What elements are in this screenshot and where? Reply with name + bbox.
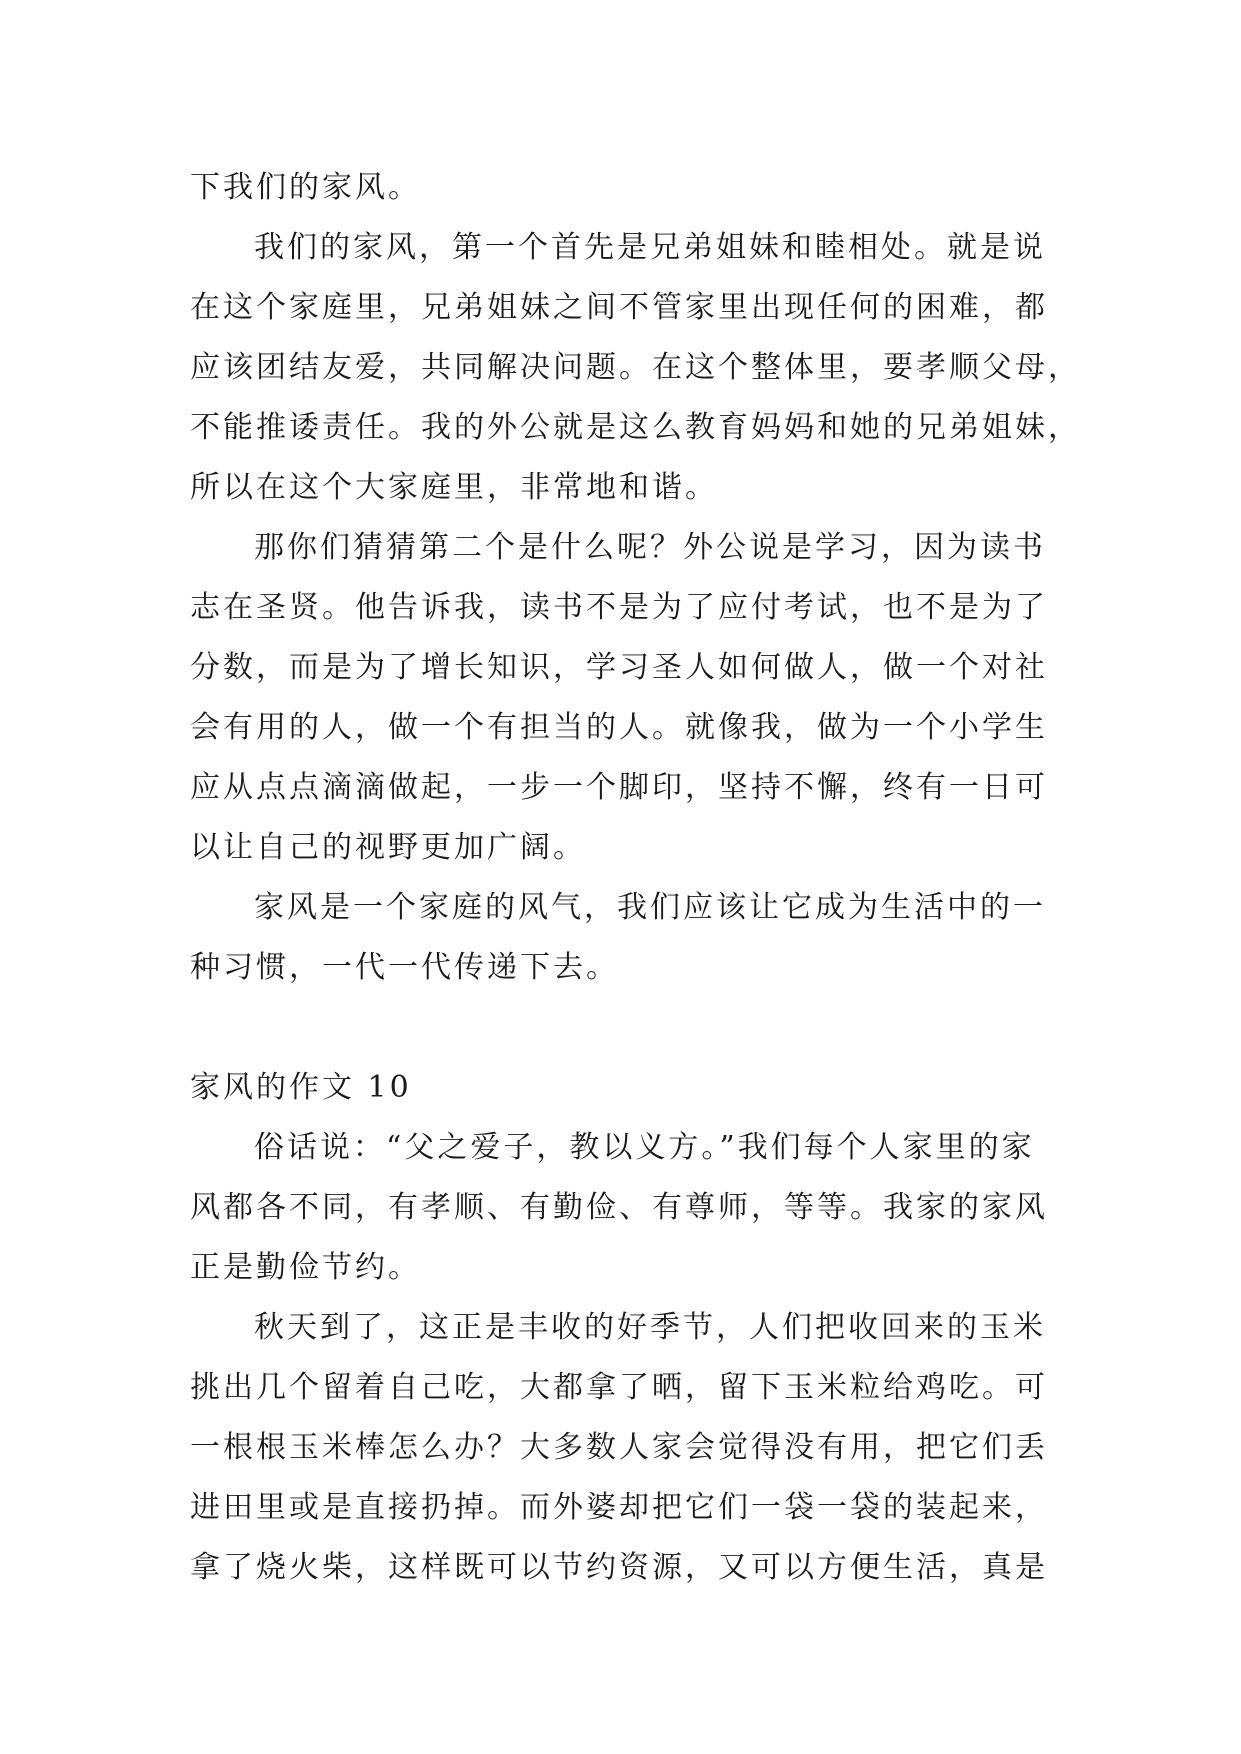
- paragraph-line: 应从点点滴滴做起，一步一个脚印，坚持不懈，终有一日可: [190, 770, 1048, 805]
- paragraph-line: 下我们的家风。: [190, 170, 421, 205]
- paragraph-line: 分数，而是为了增长知识，学习圣人如何做人，做一个对社: [190, 650, 1048, 685]
- paragraph-line: 不能推诿责任。我的外公就是这么教育妈妈和她的兄弟姐妹，: [190, 410, 1081, 445]
- paragraph-line: 挑出几个留着自己吃，大都拿了晒，留下玉米粒给鸡吃。可: [190, 1370, 1048, 1405]
- paragraph-line: 风都各不同，有孝顺、有勤俭、有尊师，等等。我家的家风: [190, 1190, 1048, 1225]
- paragraph-line: 以让自己的视野更加广阔。: [190, 830, 586, 865]
- section-spacer: [190, 998, 1050, 1058]
- paragraph-line: 一根根玉米棒怎么办？大多数人家会觉得没有用，把它们丢: [190, 1430, 1048, 1465]
- paragraph-line: 会有用的人，做一个有担当的人。就像我，做为一个小学生: [190, 710, 1048, 745]
- paragraph-line: 我们的家风，第一个首先是兄弟姐妹和睦相处。就是说: [254, 230, 1046, 265]
- paragraph-line: 所以在这个大家庭里，非常地和谐。: [190, 470, 718, 505]
- document-body: [190, 158, 1081, 1598]
- section-title: 家风的作文 10: [190, 1070, 412, 1105]
- paragraph-line: 那你们猜猜第二个是什么呢？外公说是学习，因为读书: [254, 530, 1046, 565]
- paragraph-line: 进田里或是直接扔掉。而外婆却把它们一袋一袋的装起来，: [190, 1490, 1048, 1525]
- paragraph-line: 种习惯，一代一代传递下去。: [190, 950, 619, 985]
- paragraph-line: 正是勤俭节约。: [190, 1250, 421, 1285]
- paragraph-line: 俗话说：“父之爱子，教以义方。”我们每个人家里的家: [254, 1130, 1035, 1165]
- paragraph-line: 应该团结友爱，共同解决问题。在这个整体里，要孝顺父母，: [190, 350, 1081, 385]
- paragraph-line: 拿了烧火柴，这样既可以节约资源，又可以方便生活，真是: [190, 1550, 1048, 1585]
- paragraph-line: 在这个家庭里，兄弟姐妹之间不管家里出现任何的困难，都: [190, 290, 1048, 325]
- paragraph-line: 志在圣贤。他告诉我，读书不是为了应付考试，也不是为了: [190, 590, 1048, 625]
- paragraph-line: 家风是一个家庭的风气，我们应该让它成为生活中的一: [254, 890, 1046, 925]
- paragraph-line: 秋天到了，这正是丰收的好季节，人们把收回来的玉米: [254, 1310, 1046, 1345]
